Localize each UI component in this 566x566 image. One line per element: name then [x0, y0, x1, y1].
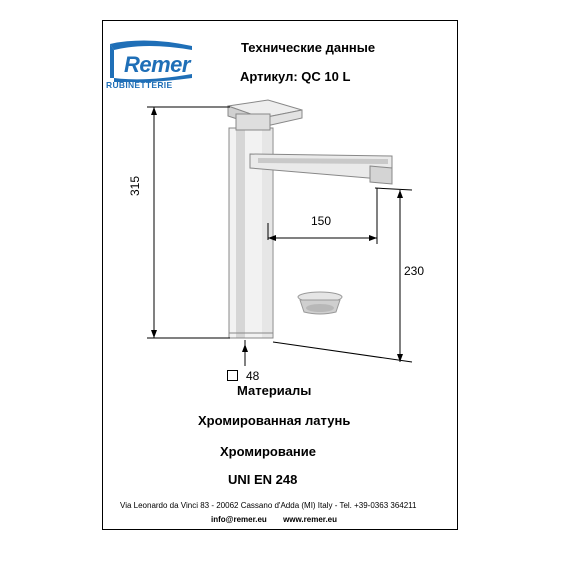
drain-plug	[298, 292, 342, 314]
dimension-base-label: 48	[246, 369, 260, 383]
materials-heading: Материалы	[237, 383, 312, 398]
dimension-height-label: 315	[128, 175, 142, 196]
logo-brand-text: Remer	[124, 52, 190, 77]
dimension-reach-label: 150	[311, 214, 332, 228]
page-title: Технические данные	[241, 40, 376, 55]
material-text: Хромированная латунь	[198, 413, 351, 428]
footer-contacts	[211, 515, 337, 524]
square-section-icon	[227, 370, 238, 381]
standard-text: UNI EN 248	[228, 472, 298, 487]
article-label: Артикул:	[240, 69, 298, 84]
finish-text: Хромирование	[220, 444, 316, 459]
footer-address: Via Leonardo da Vinci 83 - 20062 Cassano d'Adda (MI) Italy - Tel. +39-0363 364211	[120, 501, 417, 510]
logo-subtitle: RUBINETTERIE	[106, 80, 173, 90]
footer-email: info@remer.eu	[211, 515, 267, 524]
dimension-spout-height-label: 230	[404, 264, 425, 278]
article-value: QC 10 L	[301, 69, 351, 84]
dimension-arrows	[151, 107, 403, 362]
footer-website: www.remer.eu	[283, 515, 338, 524]
faucet-handle	[228, 100, 302, 130]
